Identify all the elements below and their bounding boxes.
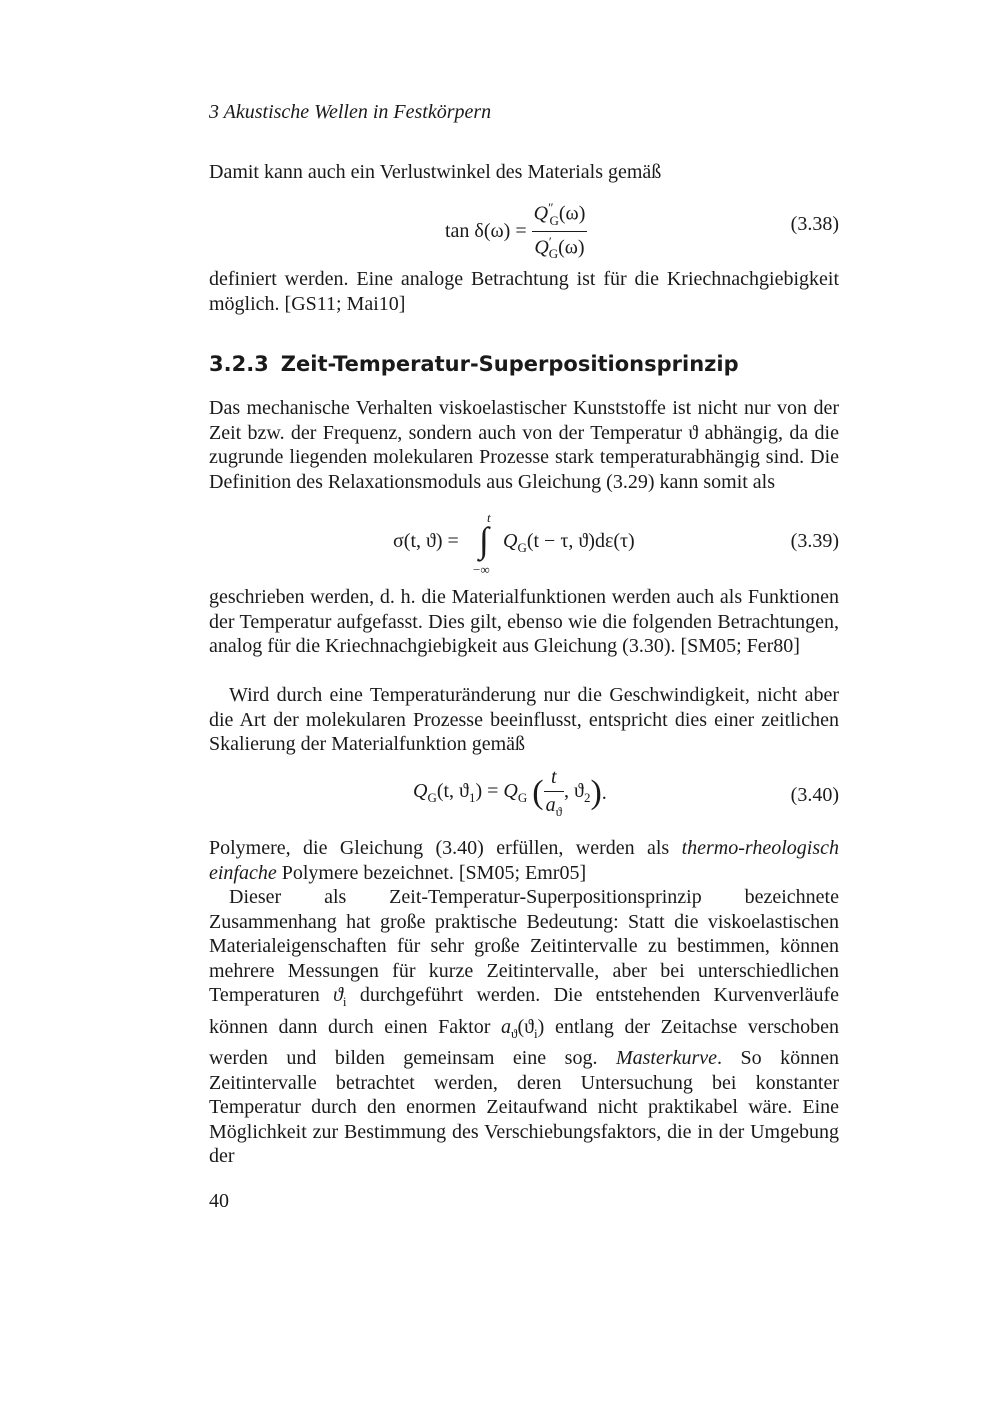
paragraph-intro: Damit kann auch ein Verlustwinkel des Materials gemäß <box>209 161 662 183</box>
eq340-body: $Q_G(t$, $ϑ_1) = Q_G$ ( $\frac{t}{a_ϑ}$ , $ϑ_2$). <box>413 766 607 819</box>
equation-3-38 <box>209 200 839 262</box>
paragraph-definition: definiert werden. Eine analoge Betrachtung ist für die Kriechnachgiebigkeit möglich. [GS11; Mai10] <box>209 268 839 315</box>
equation-number-3-38: (3.38) <box>790 213 839 235</box>
eq339-lhs: σ(t, ϑ) = <box>393 530 459 552</box>
paragraph-thermo-rheological: Polymere, die Gleichung (3.40) erfüllen, werden als thermo-rheologisch einfache Polymere bezeichnet. [SM05; Emr05] <box>209 837 839 884</box>
equation-3-39 <box>209 508 839 580</box>
eq339-lower-limit: −∞ <box>473 562 490 577</box>
equation-number-3-40: (3.40) <box>790 784 839 806</box>
section-heading <box>209 352 739 376</box>
section-title: Zeit-Temperatur-Superpositionsprinzip <box>280 352 739 376</box>
integral-sign: ∫ <box>479 520 489 560</box>
left-paren: ( <box>532 774 544 811</box>
eq339-integrand: $Q_G(t - \tau$, ϑ)dε(τ) <box>503 530 635 555</box>
paragraph-scaling: Wird durch eine Temperaturänderung nur die Geschwindigkeit, nicht aber die Art der molekularen Prozesse beeinflusst, entspricht dies einer zeitlichen Skalierung der Materialfunktion gemäß <box>209 684 839 755</box>
eq338-denominator: $Q'_G(\omega)$ <box>532 231 588 263</box>
right-paren: ) <box>590 774 602 811</box>
eq338-numerator: $Q''_G(\omega)$ <box>533 200 586 228</box>
paragraph-temperature: Das mechanische Verhalten viskoelastischer Kunststoffe ist nicht nur von der Zeit bzw. der Frequenz, sondern auch von der Temperatur ϑ abhängig, da die zugrunde liegenden molekularen Prozesse stark temperaturabhängig sind. Die Definition des Relaxationsmoduls aus Gleichung (3.29) kann somit als <box>209 397 839 493</box>
paragraph-superposition: Dieser als Zeit-Temperatur-Superpositionsprinzip bezeichnete Zusammenhang hat große praktische Bedeutung: Statt die viskoelastischen Materialeigenschaften für sehr große Zeitintervalle zu bestimmen, können mehrere Messungen für kurze Zeitintervalle, aber bei unterschiedlichen Temperaturen $ϑ_i$ durchgeführt werden. Die entstehenden Kurvenverläufe können dann durch einen Faktor $a_ϑ(ϑ_i)$ entlang der Zeitachse verschoben werden und bilden gemeinsam eine sog. Masterkurve. So können Zeitintervalle betrachtet werden, deren Untersuchung bei konstanter Temperatur durch den enormen Zeitaufwand nicht praktikabel wäre. Eine Möglichkeit zur Bestimmung des Verschiebungsfaktors, die in der Umgebung der <box>209 886 840 1167</box>
eq339-upper-limit: t <box>487 510 491 525</box>
page-number: 40 <box>209 1190 229 1212</box>
eq338-lhs: tan δ(ω) = <box>445 219 527 242</box>
eq338-fraction <box>532 200 588 262</box>
equation-3-40 <box>209 766 839 824</box>
running-head: 3 Akustische Wellen in Festkörpern <box>209 101 492 123</box>
eq340-fraction: $\frac{t}{a_ϑ}$ <box>545 766 563 819</box>
paragraph-material-functions: geschrieben werden, d. h. die Materialfunktionen werden auch als Funktionen der Temperatur aufgefasst. Dies gilt, ebenso wie die folgenden Betrachtungen, analog für die Kriechnachgiebigkeit aus Gleichung (3.30). [SM05; Fer80] <box>209 586 839 657</box>
equation-number-3-39: (3.39) <box>790 530 839 552</box>
section-number: 3.2.3 <box>209 352 269 376</box>
